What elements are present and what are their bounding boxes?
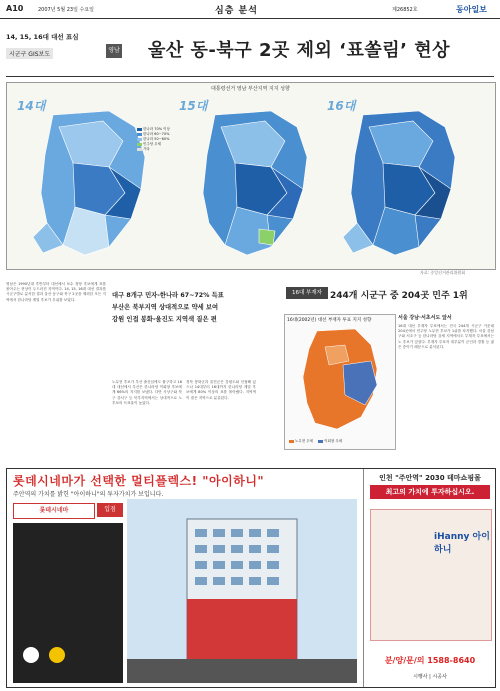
section-title: 심층 분석 xyxy=(215,6,258,16)
map-year-label: 16대 xyxy=(327,99,356,113)
page-header xyxy=(0,0,500,19)
sidebar-column-title: 서울 강남·서초서도 앞서 xyxy=(398,315,452,321)
map-15th xyxy=(175,97,325,263)
newspaper-logo: 동아일보 xyxy=(456,5,487,14)
sidebar-headline: 244개 시군구 중 204곳 민주 1위 xyxy=(330,291,468,301)
pull-quote-line: 강원 인접 봉화-울진도 지역색 짙은 편 xyxy=(112,316,217,323)
advertisement xyxy=(6,468,496,688)
sidebar-body: 16대 대선 부재자 투표에서는 전국 244개 시군구 가운데 204곳에서 민주당 노무현 후보가 1위를 차지했다. 서울 강남구와 서초구 등 한나라당 강세 지역에서도 부재자 투표에서는 노 후보가 앞섰다. 부재자 투표자 대부분이 군인과 경찰 등 젊은 층이기 때문으로 분석된다. xyxy=(398,324,494,349)
ad-logo: iHanny 아이하니 xyxy=(434,532,490,555)
ad-company: 시행사 | 시공사 xyxy=(413,674,447,680)
kicker-line1: 14, 15, 16대 대선 표심 xyxy=(6,33,79,41)
article-column-3: 경북 봉화군과 울진군은 강원도와 인접해 있으나 14대부터 16대까지 한나라당 계열 후보에게 80% 이상의 표를 몰아줬다. 지역색이 짙은 지역으로 분류된다. xyxy=(186,380,256,400)
ad-map-dark xyxy=(13,523,123,683)
article-column-1: 영남은 1990년대 후반부터 대선에서 보수 정당 후보에게 표를 몰아주는 현상이 두드러진 지역이다. 14, 15, 16대 대선 결과를 시군구별로 분석한 결과 울산 동구와 북구 2곳을 제외한 모든 지역에서 한나라당 계열 후보가 우위를 보였다. xyxy=(6,282,106,302)
map-year-label: 14대 xyxy=(17,99,46,113)
map-panel-title: 대통령선거 영남 부산지역 지지 성향 xyxy=(211,86,290,92)
article-column-2: 노무현 후보가 부산 출신임에도 불구하고 16대 대선에서 부산은 한나라당 이회창 후보에게 66%의 지지를 보냈다. 다만 사상구와 북구 강서구 등 북부지역에서는 상대적으로 노 후보의 득표율이 높았다. xyxy=(112,380,182,405)
ad-headline: 롯데시네마가 선택한 멀티플렉스! "아이하니" xyxy=(13,474,265,488)
region-tag: 영남 xyxy=(106,44,122,58)
ad-badge: 입점 xyxy=(97,503,123,517)
korea-map-graphic xyxy=(285,325,395,435)
ad-brand: 롯데시네마 xyxy=(13,503,95,519)
ad-left xyxy=(7,469,361,687)
map-14th xyxy=(13,97,163,263)
map-source: 자료: 중앙선거관리위원회 xyxy=(420,270,466,275)
region-map-graphic xyxy=(13,97,163,263)
pull-quote-line: 대구 8개구 민자-한나라 67~72% 득표 xyxy=(112,292,224,299)
headline: 울산 동-북구 2곳 제외 ‘표쏠림’ 현상 xyxy=(148,40,451,61)
map-year-label: 15대 xyxy=(179,99,208,113)
ad-phone: 분/양/문/의 1588-8640 xyxy=(384,656,476,665)
kicker-box xyxy=(6,32,108,72)
map-legend: 한나라 70% 이상 한나라 60~70% 한나라 50~60% 민주당 우세 기타 xyxy=(137,127,170,152)
building-illustration xyxy=(127,499,357,683)
divider xyxy=(6,76,494,77)
page-number: A10 xyxy=(6,4,24,13)
kicker-line2: 시군구 GIS보도 xyxy=(6,48,53,59)
ad-subline: 주안역의 가치를 밝힌 "아이하니"의 투자가치가 보입니다. xyxy=(13,491,164,498)
ad-right xyxy=(363,469,496,687)
edition-number: 제26852호 xyxy=(392,7,418,13)
region-map-graphic xyxy=(323,97,473,263)
region-map-graphic xyxy=(175,97,325,263)
issue-date: 2007년 5월 23일 수요일 xyxy=(38,7,95,13)
map-16th xyxy=(323,97,473,263)
absentee-map-title: 16대(2002년) 대선 부재자 투표 지지 성향 xyxy=(287,318,372,323)
sidebar-tag: 16대 부재자 xyxy=(286,287,328,299)
ad-right-sub: 최고의 가치에 투자하십시오. xyxy=(370,485,490,499)
ad-right-title: 인천 "주안역" 2030 테마쇼핑몰 xyxy=(379,474,481,482)
pull-quote xyxy=(112,290,254,372)
absentee-legend: 노무현 우세 이회창 우세 xyxy=(285,439,395,444)
absentee-map xyxy=(284,314,396,450)
election-map-panel xyxy=(6,82,496,270)
pull-quote-line: 부산은 북부지역 상대적으로 약세 보여 xyxy=(112,304,219,311)
